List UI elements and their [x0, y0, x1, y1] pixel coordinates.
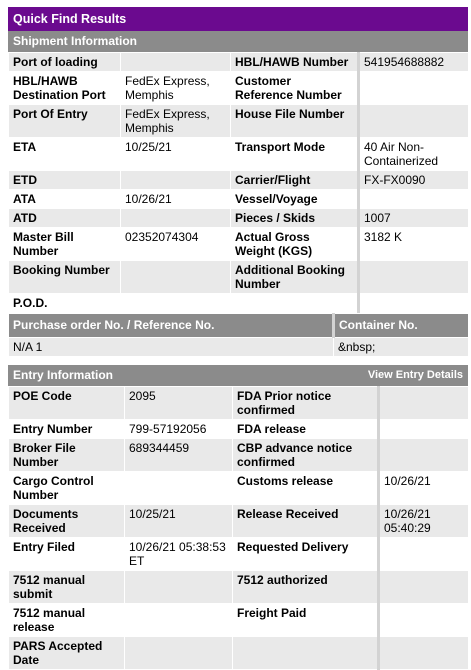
field-value	[125, 571, 233, 604]
field-label: Customs release	[233, 472, 379, 505]
field-value: 689344459	[125, 439, 233, 472]
shipment-table	[8, 52, 469, 313]
table-row	[9, 294, 469, 313]
table-row	[9, 420, 469, 439]
field-label	[231, 294, 359, 313]
field-value: 799-57192056	[125, 420, 233, 439]
field-label: Documents Received	[9, 505, 125, 538]
table-row	[9, 604, 469, 637]
field-label: Additional Booking Number	[231, 261, 359, 294]
table-row	[9, 571, 469, 604]
field-value	[121, 171, 231, 190]
table-row	[9, 72, 469, 105]
field-value	[359, 294, 469, 313]
view-entry-details-link[interactable]: View Entry Details	[367, 369, 463, 381]
field-value: 541954688882	[359, 53, 469, 72]
field-value	[125, 472, 233, 505]
field-value: 10/26/21 05:38:53 ET	[125, 538, 233, 571]
field-value	[379, 637, 469, 670]
table-row	[9, 637, 469, 670]
field-value	[379, 604, 469, 637]
container-value: &nbsp;	[334, 338, 469, 357]
field-label: Entry Filed	[9, 538, 125, 571]
page-title: Quick Find Results	[8, 7, 468, 31]
table-row	[9, 439, 469, 472]
field-value	[379, 439, 469, 472]
field-label: Master Bill Number	[9, 228, 121, 261]
field-label: Carrier/Flight	[231, 171, 359, 190]
field-value	[379, 538, 469, 571]
field-value: 2095	[125, 387, 233, 420]
field-label: ETD	[9, 171, 121, 190]
table-row	[9, 138, 469, 171]
field-value: FX-FX0090	[359, 171, 469, 190]
field-value	[121, 53, 231, 72]
field-value	[359, 190, 469, 209]
field-label: Requested Delivery	[233, 538, 379, 571]
table-row	[9, 53, 469, 72]
field-value: 02352074304	[121, 228, 231, 261]
field-label: Freight Paid	[233, 604, 379, 637]
entry-section-header	[8, 365, 468, 386]
field-value	[121, 209, 231, 228]
field-label: POE Code	[9, 387, 125, 420]
field-label: Entry Number	[9, 420, 125, 439]
field-value: 10/26/21	[379, 472, 469, 505]
field-label: HBL/HAWB Number	[231, 53, 359, 72]
field-value	[359, 261, 469, 294]
field-label: Port Of Entry	[9, 105, 121, 138]
field-value: 3182 K	[359, 228, 469, 261]
field-label: Port of loading	[9, 53, 121, 72]
quick-find-panel	[8, 7, 468, 670]
field-label	[233, 637, 379, 670]
field-value: 40 Air Non-Containerized	[359, 138, 469, 171]
field-label: ATA	[9, 190, 121, 209]
field-value	[359, 72, 469, 105]
field-label: 7512 authorized	[233, 571, 379, 604]
field-label: ATD	[9, 209, 121, 228]
field-label: 7512 manual release	[9, 604, 125, 637]
table-row	[9, 505, 469, 538]
table-row	[9, 387, 469, 420]
entry-table	[8, 386, 469, 670]
field-label: Broker File Number	[9, 439, 125, 472]
field-value	[379, 420, 469, 439]
field-label: Customer Reference Number	[231, 72, 359, 105]
field-value: FedEx Express, Memphis	[121, 72, 231, 105]
field-value: 1007	[359, 209, 469, 228]
field-label: CBP advance notice confirmed	[233, 439, 379, 472]
field-value	[359, 105, 469, 138]
field-label: HBL/HAWB Destination Port	[9, 72, 121, 105]
field-label: PARS Accepted Date	[9, 637, 125, 670]
field-label: P.O.D.	[9, 294, 121, 313]
field-value: 10/26/21 05:40:29	[379, 505, 469, 538]
table-row	[9, 472, 469, 505]
table-row	[9, 228, 469, 261]
field-label: Release Received	[233, 505, 379, 538]
field-label: Vessel/Voyage	[231, 190, 359, 209]
entry-heading: Entry Information	[13, 368, 114, 382]
field-value: 10/25/21	[125, 505, 233, 538]
field-label: Actual Gross Weight (KGS)	[231, 228, 359, 261]
field-value	[125, 637, 233, 670]
table-row	[9, 190, 469, 209]
field-value: 10/26/21	[121, 190, 231, 209]
po-table	[8, 313, 469, 357]
container-column-header: Container No.	[334, 314, 469, 338]
field-label: ETA	[9, 138, 121, 171]
field-value	[125, 604, 233, 637]
field-value: 10/25/21	[121, 138, 231, 171]
field-value	[121, 261, 231, 294]
table-row	[9, 171, 469, 190]
field-value	[379, 387, 469, 420]
field-value	[379, 571, 469, 604]
po-column-header: Purchase order No. / Reference No.	[9, 314, 334, 338]
field-label: FDA Prior notice confirmed	[233, 387, 379, 420]
table-row	[9, 261, 469, 294]
field-label: Pieces / Skids	[231, 209, 359, 228]
field-label: Cargo Control Number	[9, 472, 125, 505]
shipment-section-header	[8, 31, 468, 52]
field-label: FDA release	[233, 420, 379, 439]
table-row	[9, 105, 469, 138]
table-row	[9, 538, 469, 571]
field-label: Booking Number	[9, 261, 121, 294]
field-label: Transport Mode	[231, 138, 359, 171]
field-value: FedEx Express, Memphis	[121, 105, 231, 138]
field-label: House File Number	[231, 105, 359, 138]
field-value	[121, 294, 231, 313]
shipment-heading: Shipment Information	[13, 34, 137, 48]
table-row	[9, 209, 469, 228]
po-value: N/A 1	[9, 338, 334, 357]
field-label: 7512 manual submit	[9, 571, 125, 604]
